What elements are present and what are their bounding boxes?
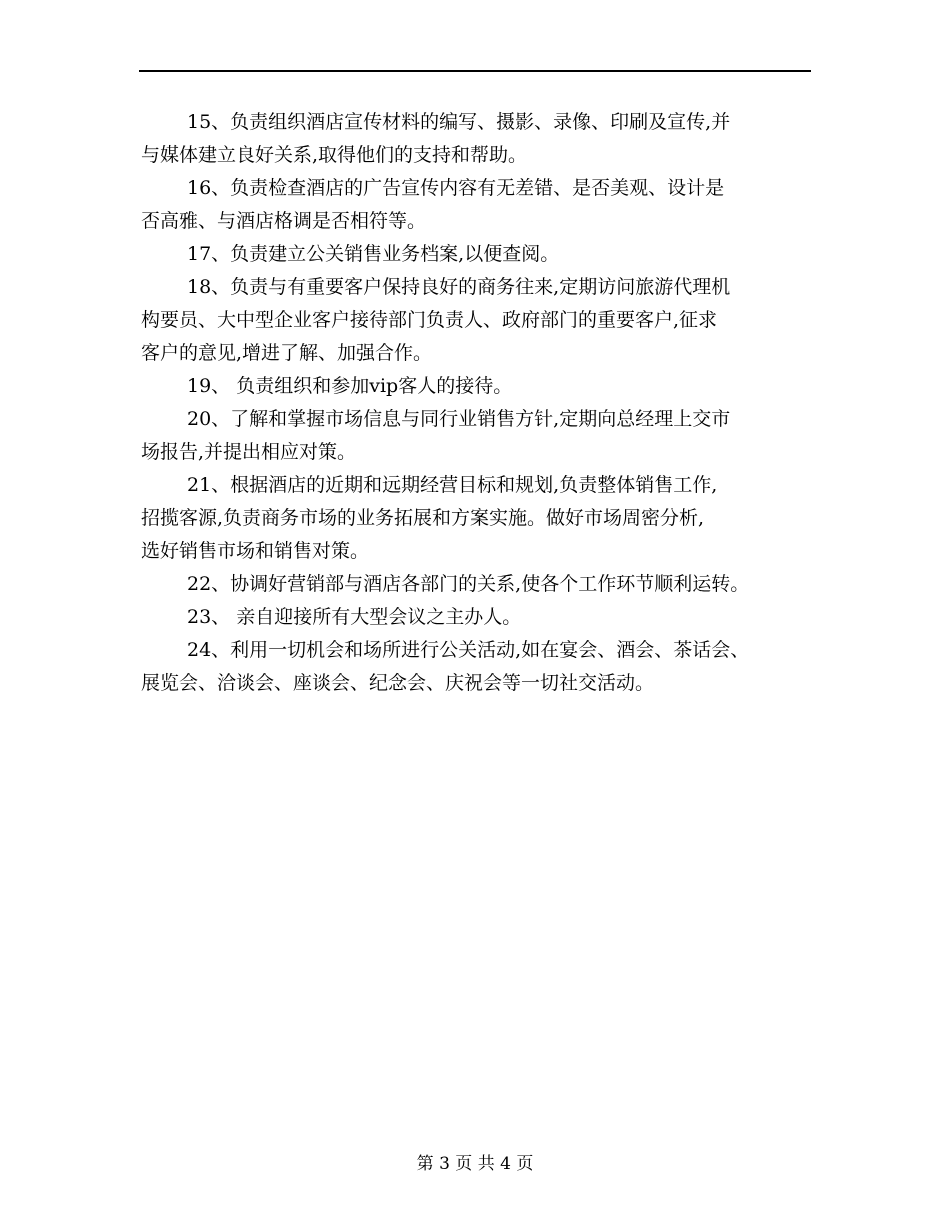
header-rule [139,70,811,72]
paragraph-line: 18、负责与有重要客户保持良好的商务往来,定期访问旅游代理机 [187,276,731,298]
paragraph-line: 21、根据酒店的近期和远期经营目标和规划,负责整体销售工作, [187,474,718,496]
paragraph-line: 16、负责检查酒店的广告宣传内容有无差错、是否美观、设计是 [187,177,725,199]
paragraph-line: 招揽客源,负责商务市场的业务拓展和方案实施。做好市场周密分析, [141,507,705,529]
paragraph-line: 客户的意见,增进了解、加强合作。 [141,342,433,364]
paragraph-20 [141,403,831,469]
paragraph-18 [141,271,831,370]
paragraph-16 [141,172,831,238]
paragraph-line: 与媒体建立良好关系,取得他们的支持和帮助。 [141,144,528,166]
paragraph-24 [141,634,831,700]
paragraph-line: 15、负责组织酒店宣传材料的编写、摄影、录像、印刷及宣传,并 [187,111,731,133]
paragraph-line: 19、 负责组织和参加vip客人的接待。 [187,375,513,397]
paragraph-line: 选好销售市场和销售对策。 [141,540,370,562]
paragraph-line: 构要员、大中型企业客户接待部门负责人、政府部门的重要客户,征求 [141,309,718,331]
paragraph-line: 20、了解和掌握市场信息与同行业销售方针,定期向总经理上交市 [187,408,731,430]
paragraph-line: 23、 亲自迎接所有大型会议之主办人。 [187,606,522,628]
paragraph-line: 展览会、洽谈会、座谈会、纪念会、庆祝会等一切社交活动。 [141,672,655,694]
paragraph-line: 22、协调好营销部与酒店各部门的关系,使各个工作环节顺利运转。 [187,573,750,595]
paragraph-line: 场报告,并提出相应对策。 [141,441,357,463]
paragraph-line: 24、利用一切机会和场所进行公关活动,如在宴会、酒会、茶话会、 [187,639,750,661]
paragraph-19 [141,370,831,403]
paragraph-21 [141,469,831,568]
document-body [141,106,831,700]
paragraph-line: 17、负责建立公关销售业务档案,以便查阅。 [187,243,560,265]
paragraph-line: 否高雅、与酒店格调是否相符等。 [141,210,427,232]
page-number: 第 3 页 共 4 页 [416,1154,534,1174]
paragraph-22 [141,568,831,601]
paragraph-15 [141,106,831,172]
paragraph-17 [141,238,831,271]
paragraph-23 [141,601,831,634]
